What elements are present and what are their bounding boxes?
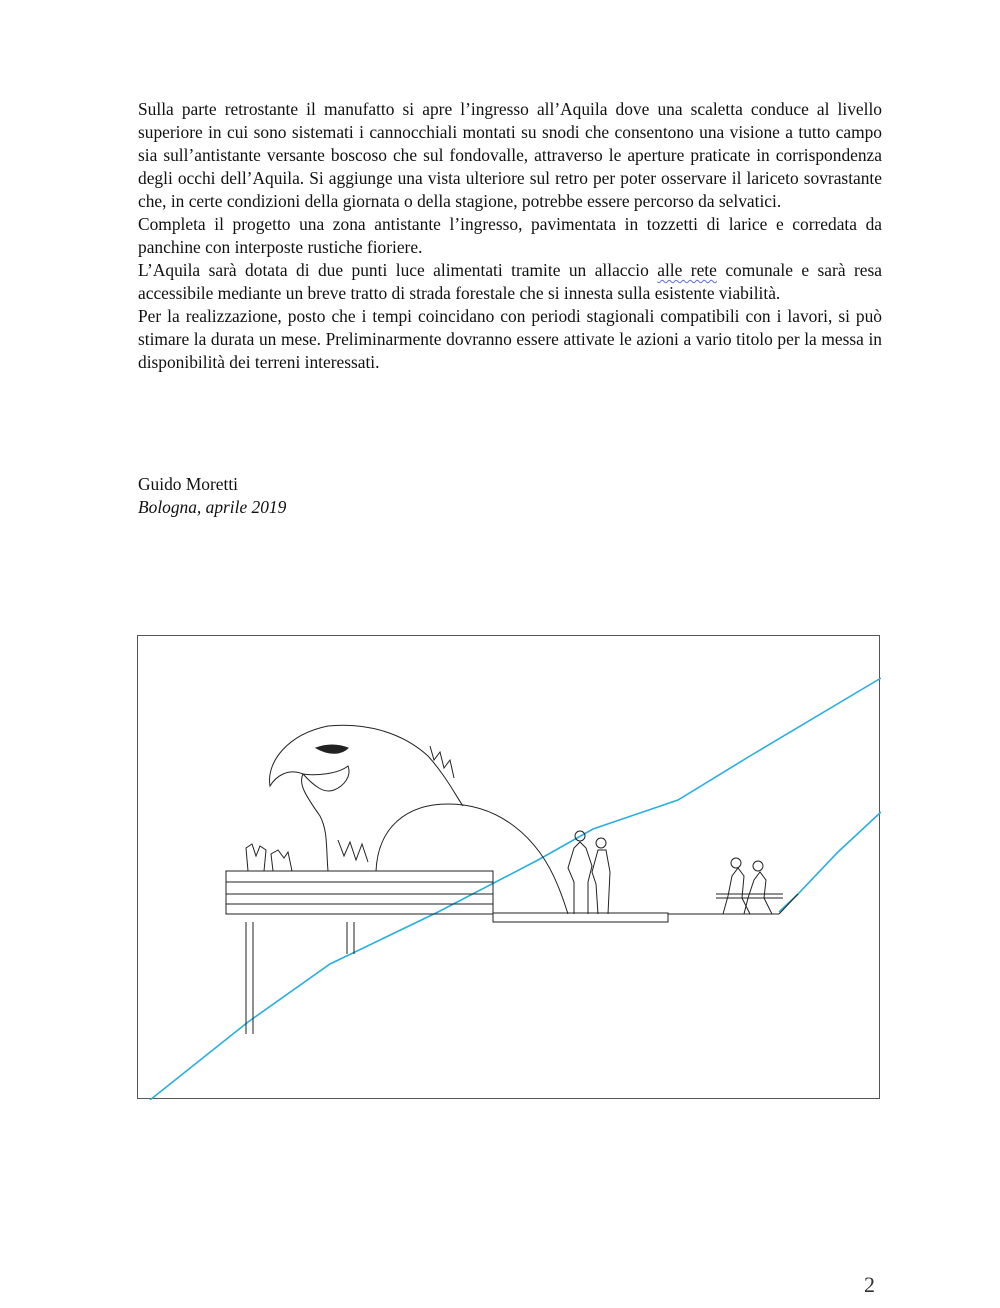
structure-drawing — [226, 725, 798, 1034]
paragraph-3 — [138, 259, 882, 305]
seated-person — [744, 872, 772, 914]
terrain-slope-line — [150, 678, 881, 1100]
standing-person — [592, 850, 610, 914]
place-date: Bologna, aprile 2019 — [138, 497, 287, 517]
page-number: 2 — [864, 1272, 875, 1297]
author-name: Guido Moretti — [138, 474, 238, 494]
signature-block — [138, 473, 286, 519]
standing-person — [568, 842, 592, 914]
eagle-feathers — [338, 840, 368, 862]
section-drawing — [137, 635, 880, 1099]
person-head — [596, 838, 606, 848]
paragraph-2: Completa il progetto una zona antistante l’ingresso, pavimentata in tozzetti di larice e corredata da panchine con interposte rustiche fioriere. — [138, 214, 882, 257]
telescope-figure — [246, 844, 266, 871]
paragraph-3-start: L’Aquila sarà dotata di due punti luce alimentati tramite un allaccio — [138, 260, 658, 280]
paved-area — [493, 913, 668, 922]
spellcheck-flagged-text[interactable]: alle rete — [657, 260, 717, 280]
paragraph-4: Per la realizzazione, posto che i tempi coincidano con periodi stagionali compatibili con i lavori, si può stimare la durata un mese. Preliminarmente dovranno essere attivate le azioni a vario titolo per la messa in disponibilità dei terreni interessati. — [138, 306, 882, 372]
eagle-beak — [303, 766, 349, 791]
paragraph-1: Sulla parte retrostante il manufatto si apre l’ingresso all’Aquila dove una scaletta conduce al livello superiore in cui sono sistemati i cannocchiali montati su snodi che consentono una visione a tutto campo sia sull’antistante versante boscoso che sul fondovalle, attraverso le aperture praticate in corrispondenza degli occhi dell’Aquila. Si aggiunge una vista ulteriore sul retro per poter osservare il lariceto sovrastante che, in certe condizioni della giornata o della stagione, potrebbe essere percorso da selvatici. — [138, 99, 882, 211]
eagle-head-shape — [270, 725, 463, 871]
observation-deck — [226, 871, 493, 914]
person-head — [731, 858, 741, 868]
terrain-slope-line-front — [779, 812, 881, 912]
paragraph-3-end: comunale e sarà resa accessibile mediante un breve tratto di strada forestale che si innesta sulla esistente viabilità. — [138, 260, 882, 303]
person-head — [753, 861, 763, 871]
body-text — [138, 98, 882, 374]
telescope-figure — [271, 850, 292, 871]
eagle-observatory-section-svg — [138, 636, 881, 1100]
eagle-eye — [316, 745, 348, 753]
